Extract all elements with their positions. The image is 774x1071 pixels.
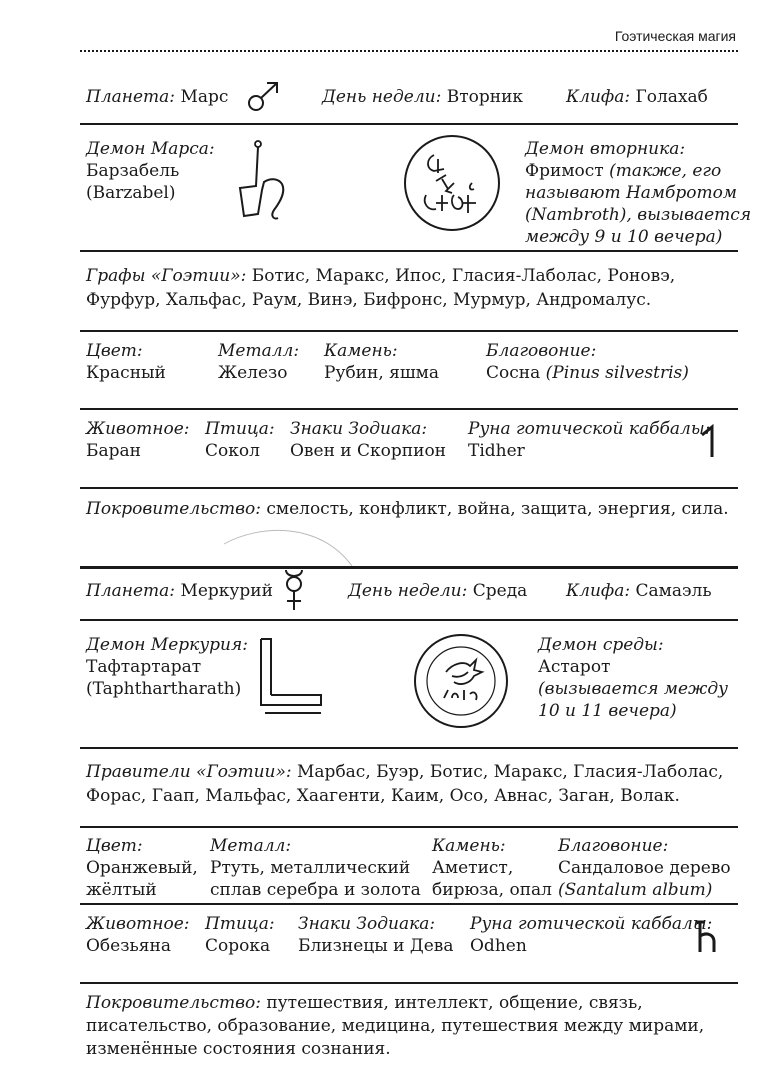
rune-tidher-icon — [698, 425, 722, 459]
mars-metal — [218, 340, 299, 384]
planet-value: Марс — [180, 87, 229, 107]
qlipha-label: Клифа: — [566, 581, 631, 601]
planet-label: Планета: — [86, 87, 176, 107]
rune-label: Руна готической каббалы: — [470, 914, 713, 934]
mercury-rulers-block — [86, 760, 723, 808]
day-demon-name: Фримост — [525, 161, 604, 181]
rune-odhen-icon — [692, 918, 720, 956]
color-label: Цвет: — [86, 341, 143, 361]
mars-color — [86, 340, 166, 384]
mars-zodiac — [290, 418, 446, 462]
divider — [80, 408, 738, 410]
day-demon-label: Демон вторника: — [525, 139, 686, 159]
mars-demon-block — [86, 138, 215, 204]
mercury-rune — [470, 913, 712, 957]
mars-incense — [486, 340, 689, 384]
incense-value-1: Сандаловое дерево — [558, 858, 731, 878]
rulers-line-1: Марбас, Буэр, Ботис, Маракс, Гласия-Лаболас, — [291, 762, 724, 782]
demon-latin: (Taphthartharath) — [86, 679, 242, 699]
color-value-1: Оранжевый, — [86, 858, 198, 878]
mars-qlipha-row — [566, 86, 708, 108]
bird-label: Птица: — [205, 914, 275, 934]
divider — [80, 747, 738, 749]
mars-day-row — [322, 86, 523, 108]
mercury-incense — [558, 835, 731, 901]
day-value: Среда — [472, 581, 528, 601]
stone-label: Камень: — [432, 836, 506, 856]
incense-latin: (Pinus silvestris) — [545, 363, 689, 383]
mercury-day-row — [348, 580, 527, 602]
incense-label: Благовоние: — [486, 341, 597, 361]
mercury-metal — [210, 835, 421, 901]
stone-value-1: Аметист, — [432, 858, 514, 878]
metal-value-1: Ртуть, металлический — [210, 858, 411, 878]
mars-patronage — [86, 498, 729, 520]
metal-label: Металл: — [210, 836, 292, 856]
zodiac-label: Знаки Зодиака: — [298, 914, 436, 934]
patronage-label: Покровительство: — [86, 993, 261, 1013]
qlipha-label: Клифа: — [566, 87, 631, 107]
mercury-symbol-icon — [280, 568, 308, 614]
sigil-barzabel-icon — [234, 138, 296, 224]
demon-label: Демон Меркурия: — [86, 635, 248, 655]
mars-stone — [324, 340, 439, 384]
bird-value: Сорока — [205, 936, 271, 956]
color-value: Красный — [86, 363, 166, 383]
mars-day-demon-block — [525, 138, 751, 248]
demon-latin: (Barzabel) — [86, 183, 176, 203]
mercury-bird — [205, 913, 275, 957]
day-label: День недели: — [322, 87, 442, 107]
animal-label: Животное: — [86, 914, 190, 934]
stone-value: Рубин, яшма — [324, 363, 440, 383]
section-divider — [80, 566, 738, 569]
day-demon-note-1: (вызывается между — [538, 679, 728, 699]
mars-counts-block — [86, 264, 675, 312]
qlipha-value: Голахаб — [635, 87, 708, 107]
incense-value: Сосна — [486, 363, 541, 383]
rune-label: Руна готической каббалы: — [468, 419, 711, 439]
patronage-line-1: путешествия, интеллект, общение, связь, — [260, 993, 643, 1013]
incense-label: Благовоние: — [558, 836, 669, 856]
rune-value: Tidher — [468, 441, 525, 461]
patronage-line-3: изменённые состояния сознания. — [86, 1039, 391, 1059]
demon-name: Тафтартарат — [86, 657, 202, 677]
demon-name: Барзабель — [86, 161, 180, 181]
divider — [80, 826, 738, 828]
bird-value: Сокол — [205, 441, 260, 461]
seal-astaroth-icon — [408, 632, 514, 730]
day-label: День недели: — [348, 581, 468, 601]
divider — [80, 123, 738, 125]
mars-planet-row — [86, 86, 228, 108]
animal-value: Обезьяна — [86, 936, 171, 956]
day-demon-note-2: 10 и 11 вечера) — [538, 701, 677, 721]
mars-rune — [468, 418, 710, 462]
metal-value: Железо — [218, 363, 288, 383]
color-value-2: жёлтый — [86, 880, 157, 900]
bird-label: Птица: — [205, 419, 275, 439]
animal-label: Животное: — [86, 419, 190, 439]
day-demon-note: (также, его — [603, 161, 722, 181]
counts-line-1: Ботис, Маракс, Ипос, Гласия-Лаболас, Роновэ, — [246, 266, 676, 286]
incense-latin: (Santalum album) — [558, 880, 713, 900]
divider — [80, 903, 738, 905]
divider — [80, 250, 738, 252]
mercury-demon-block — [86, 634, 248, 700]
divider — [80, 487, 738, 489]
planet-label: Планета: — [86, 581, 176, 601]
rune-value: Odhen — [470, 936, 527, 956]
running-header: Гоэтическая магия — [614, 28, 736, 44]
mars-symbol-icon — [246, 80, 282, 114]
day-value: Вторник — [446, 87, 524, 107]
mercury-stone — [432, 835, 552, 901]
patronage-value: смелость, конфликт, война, защита, энергия, сила. — [260, 499, 729, 519]
color-label: Цвет: — [86, 836, 143, 856]
mercury-animal — [86, 913, 190, 957]
day-demon-name: Астарот — [538, 657, 611, 677]
stone-value-2: бирюза, опал — [432, 880, 552, 900]
counts-line-2: Фурфур, Хальфас, Раум, Винэ, Бифронс, Мурмур, Андромалус. — [86, 290, 652, 310]
scan-arc-decoration — [220, 522, 360, 572]
zodiac-value: Близнецы и Дева — [298, 936, 454, 956]
patronage-label: Покровительство: — [86, 499, 261, 519]
animal-value: Баран — [86, 441, 141, 461]
day-demon-note-3: (Nambroth), вызывается — [525, 205, 752, 225]
mercury-planet-row — [86, 580, 273, 602]
zodiac-label: Знаки Зодиака: — [290, 419, 428, 439]
mars-animal — [86, 418, 190, 462]
planet-value: Меркурий — [180, 581, 273, 601]
mercury-day-demon-block — [538, 634, 728, 722]
divider — [80, 330, 738, 332]
seal-frimost-icon — [402, 133, 502, 233]
day-demon-note-4: между 9 и 10 вечера) — [525, 227, 723, 247]
header-divider — [80, 50, 738, 52]
rulers-label: Правители «Гоэтии»: — [86, 762, 292, 782]
metal-label: Металл: — [218, 341, 300, 361]
divider — [80, 619, 738, 621]
demon-label: Демон Марса: — [86, 139, 215, 159]
mars-bird — [205, 418, 275, 462]
day-demon-label: Демон среды: — [538, 635, 664, 655]
metal-value-2: сплав серебра и золота — [210, 880, 421, 900]
sigil-taphthartharath-icon — [255, 635, 325, 721]
stone-label: Камень: — [324, 341, 398, 361]
mercury-patronage-block — [86, 992, 704, 1061]
mercury-zodiac — [298, 913, 453, 957]
divider — [80, 982, 738, 984]
counts-label: Графы «Гоэтии»: — [86, 266, 247, 286]
patronage-line-2: писательство, образование, медицина, путешествия между мирами, — [86, 1016, 705, 1036]
day-demon-note-2: называют Намбротом — [525, 183, 737, 203]
rulers-line-2: Форас, Гаап, Мальфас, Хаагенти, Каим, Осо, Авнас, Заган, Волак. — [86, 786, 680, 806]
zodiac-value: Овен и Скорпион — [290, 441, 447, 461]
mercury-color — [86, 835, 198, 901]
mercury-qlipha-row — [566, 580, 712, 602]
qlipha-value: Самаэль — [635, 581, 712, 601]
